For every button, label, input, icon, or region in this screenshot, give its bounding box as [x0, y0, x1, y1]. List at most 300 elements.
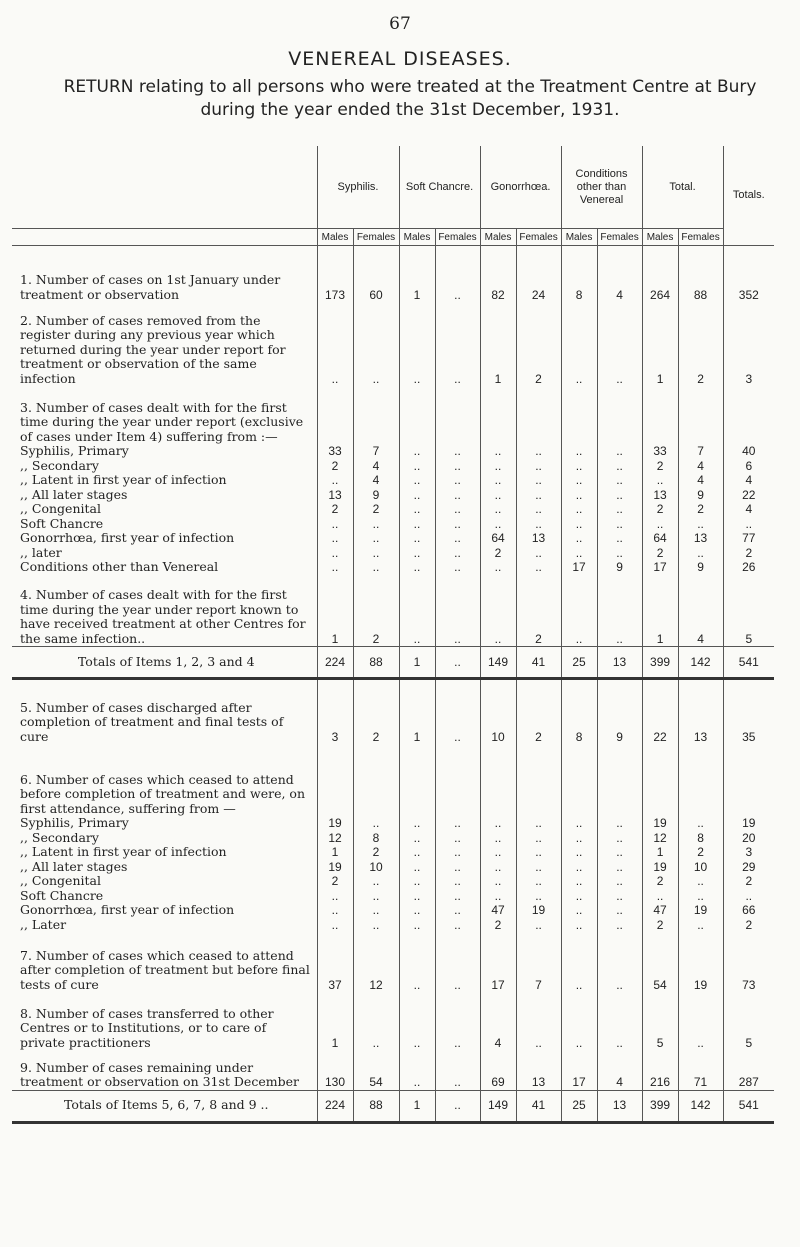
table-row — [12, 889, 774, 904]
table-cell: 8 — [678, 831, 723, 846]
table-cell — [723, 744, 774, 816]
row-label: Soft Chancre — [20, 887, 104, 903]
table-cell: 7 — [516, 932, 561, 992]
row-label: ,, All later stages — [20, 486, 128, 502]
table-cell: 2 — [353, 575, 399, 647]
table-cell: .. — [597, 831, 642, 846]
table-cell: .. — [561, 889, 597, 904]
table-cell: 26 — [723, 560, 774, 575]
table-cell: 19 — [678, 932, 723, 992]
row-label: Soft Chancre — [20, 515, 104, 531]
table-cell — [435, 744, 480, 816]
table-cell: .. — [435, 302, 480, 386]
table-cell: .. — [435, 531, 480, 546]
table-cell: .. — [480, 845, 516, 860]
row-label: Conditions other than Venereal — [20, 559, 219, 574]
table-row — [12, 488, 774, 503]
table-cell: .. — [480, 444, 516, 459]
table-cell: .. — [642, 517, 678, 532]
table-row — [12, 1050, 774, 1090]
table-cell: .. — [516, 992, 561, 1050]
table-cell: .. — [516, 860, 561, 875]
table-cell: .. — [516, 488, 561, 503]
totals-cell: 1 — [399, 1090, 435, 1122]
table-cell: 19 — [317, 860, 353, 875]
table-cell: 130 — [317, 1050, 353, 1090]
header-blank — [12, 229, 317, 246]
table-cell: .. — [678, 874, 723, 889]
table-cell: .. — [561, 546, 597, 561]
table-cell: .. — [597, 473, 642, 488]
table-cell: 17 — [642, 560, 678, 575]
table-cell: .. — [597, 488, 642, 503]
table-cell: .. — [516, 845, 561, 860]
table-cell: 13 — [516, 1050, 561, 1090]
returns-table — [12, 146, 774, 1124]
totals-cell: 149 — [480, 1090, 516, 1122]
row-label: ,, Secondary — [20, 829, 99, 845]
table-cell: .. — [317, 473, 353, 488]
spacer-row — [12, 246, 774, 267]
table-cell: 3 — [723, 302, 774, 386]
table-cell: 19 — [642, 816, 678, 831]
header-sex-row — [12, 229, 774, 246]
table-cell: .. — [399, 918, 435, 933]
table-cell: 1 — [642, 845, 678, 860]
table-cell: .. — [353, 874, 399, 889]
table-cell: 82 — [480, 266, 516, 302]
table-cell: 13 — [317, 488, 353, 503]
row-label: Gonorrhœa, first year of infection — [20, 902, 235, 917]
table-cell: 4 — [678, 459, 723, 474]
header-totals: Totals. — [723, 146, 774, 246]
table-row — [12, 845, 774, 860]
table-cell: .. — [399, 488, 435, 503]
table-cell — [317, 744, 353, 816]
spacer-cell — [435, 679, 480, 701]
table-cell: .. — [399, 459, 435, 474]
table-cell: 10 — [353, 860, 399, 875]
row-label: ,, Later — [20, 916, 67, 932]
table-cell: 10 — [678, 860, 723, 875]
table-cell: .. — [399, 860, 435, 875]
table-cell: 8 — [561, 266, 597, 302]
table-cell: 1 — [317, 575, 353, 647]
table-cell: 12 — [642, 831, 678, 846]
totals-row — [12, 1090, 774, 1122]
section-2 — [12, 679, 774, 1091]
table-cell — [353, 744, 399, 816]
table-cell: 2 — [353, 700, 399, 744]
table-cell: .. — [480, 831, 516, 846]
table-row — [12, 918, 774, 933]
table-cell: .. — [317, 918, 353, 933]
totals-2 — [12, 1090, 774, 1122]
table-cell — [516, 744, 561, 816]
table-cell: .. — [435, 546, 480, 561]
table-cell: .. — [353, 992, 399, 1050]
table-cell: 7 — [353, 444, 399, 459]
spacer-cell — [317, 679, 353, 701]
header-soft-chancre: Soft Chancre. — [399, 146, 480, 229]
table-cell: .. — [353, 889, 399, 904]
table-cell: 73 — [723, 932, 774, 992]
spacer-cell — [516, 246, 561, 267]
table-cell: .. — [480, 575, 516, 647]
table-cell — [399, 386, 435, 444]
table-cell: .. — [516, 517, 561, 532]
table-cell: .. — [597, 889, 642, 904]
table-cell: .. — [399, 903, 435, 918]
spacer-cell — [317, 246, 353, 267]
section-1 — [12, 246, 774, 647]
table-cell: 2 — [317, 502, 353, 517]
table-row — [12, 517, 774, 532]
table-cell: .. — [399, 302, 435, 386]
table-cell: .. — [435, 266, 480, 302]
table-cell: 71 — [678, 1050, 723, 1090]
table-cell: .. — [399, 546, 435, 561]
spacer-cell — [723, 246, 774, 267]
table-cell: .. — [480, 560, 516, 575]
totals-cell: 13 — [597, 1090, 642, 1122]
totals-cell: 1 — [399, 647, 435, 679]
table-cell — [435, 386, 480, 444]
table-cell: .. — [678, 517, 723, 532]
table-cell: .. — [435, 459, 480, 474]
totals-label: Totals of Items 5, 6, 7, 8 and 9 .. — [12, 1090, 317, 1122]
spacer-cell — [353, 246, 399, 267]
totals-cell: 142 — [678, 1090, 723, 1122]
header-other-conditions: Conditions other than Venereal — [561, 146, 642, 229]
row-label: 9. Number of cases remaining under treatment or observation on 31st December — [20, 1059, 299, 1089]
table-cell: .. — [353, 918, 399, 933]
row-label: 8. Number of cases transferred to other Centres or to Institutions, or to care of private practitioners — [20, 1005, 274, 1050]
table-cell: 2 — [480, 918, 516, 933]
table-cell: 47 — [642, 903, 678, 918]
table-cell: .. — [399, 1050, 435, 1090]
table-cell: 13 — [678, 531, 723, 546]
table-cell: .. — [561, 531, 597, 546]
row-label: ,, Latent in first year of infection — [20, 844, 227, 859]
totals-cell: 142 — [678, 647, 723, 679]
spacer-cell — [597, 679, 642, 701]
table-cell: 20 — [723, 831, 774, 846]
table-cell: .. — [597, 874, 642, 889]
table-cell: 4 — [597, 266, 642, 302]
table-cell: .. — [317, 531, 353, 546]
table-row — [12, 560, 774, 575]
table-cell: .. — [561, 444, 597, 459]
table-cell: .. — [597, 546, 642, 561]
table-cell: 2 — [723, 918, 774, 933]
table-cell: 13 — [642, 488, 678, 503]
table-cell: 1 — [399, 266, 435, 302]
table-cell: .. — [353, 560, 399, 575]
table-cell: .. — [516, 874, 561, 889]
table-cell: 19 — [678, 903, 723, 918]
table-cell: 4 — [678, 575, 723, 647]
table-row — [12, 744, 774, 816]
table-cell: .. — [399, 874, 435, 889]
table-cell: 4 — [597, 1050, 642, 1090]
header-syphilis: Syphilis. — [317, 146, 399, 229]
totals-cell: 88 — [353, 647, 399, 679]
spacer-cell — [12, 679, 317, 701]
table-cell: 352 — [723, 266, 774, 302]
table-cell — [678, 744, 723, 816]
table-cell: .. — [678, 546, 723, 561]
spacer-row — [12, 679, 774, 701]
totals-cell: 25 — [561, 1090, 597, 1122]
table-cell: 29 — [723, 860, 774, 875]
table-cell: 2 — [723, 874, 774, 889]
spacer-cell — [353, 679, 399, 701]
table-row — [12, 816, 774, 831]
table-cell: 22 — [723, 488, 774, 503]
table-cell: .. — [561, 816, 597, 831]
table-cell: .. — [353, 903, 399, 918]
table-cell: .. — [516, 560, 561, 575]
totals-cell: 25 — [561, 647, 597, 679]
table-cell: 2 — [516, 700, 561, 744]
table-cell: .. — [435, 860, 480, 875]
row-label: 2. Number of cases removed from the register during any previous year which returned during the year under report for treatment or observation of the same infection — [20, 312, 286, 386]
row-label: ,, Secondary — [20, 457, 99, 473]
table-cell: .. — [353, 816, 399, 831]
table-cell: .. — [480, 517, 516, 532]
table-cell: 17 — [561, 560, 597, 575]
table-row — [12, 473, 774, 488]
table-cell: 35 — [723, 700, 774, 744]
table-cell: .. — [597, 302, 642, 386]
table-cell: .. — [399, 473, 435, 488]
table-cell: .. — [317, 560, 353, 575]
table-row — [12, 860, 774, 875]
table-row — [12, 992, 774, 1050]
row-label: 6. Number of cases which ceased to attend before completion of treatment and were, on first attendance, suffering from — — [20, 771, 306, 816]
table-cell — [353, 386, 399, 444]
table-cell: .. — [399, 444, 435, 459]
spacer-cell — [642, 246, 678, 267]
totals-cell: .. — [435, 1090, 480, 1122]
table-cell — [723, 386, 774, 444]
table-cell: .. — [353, 302, 399, 386]
table-cell: .. — [435, 444, 480, 459]
table-cell: 13 — [516, 531, 561, 546]
table-cell: .. — [561, 860, 597, 875]
table-cell: .. — [678, 992, 723, 1050]
table-row — [12, 546, 774, 561]
table-cell: 2 — [353, 502, 399, 517]
header-males: Males — [642, 229, 678, 246]
row-label: Gonorrhœa, first year of infection — [20, 530, 235, 545]
table-cell: .. — [435, 560, 480, 575]
table-cell — [480, 744, 516, 816]
table-cell: .. — [516, 473, 561, 488]
table-cell — [561, 744, 597, 816]
table-cell: .. — [597, 816, 642, 831]
table-cell: .. — [561, 575, 597, 647]
table-cell: .. — [597, 992, 642, 1050]
table-cell: 216 — [642, 1050, 678, 1090]
spacer-cell — [597, 246, 642, 267]
table-cell: .. — [435, 918, 480, 933]
table-cell: 9 — [353, 488, 399, 503]
table-cell: 6 — [723, 459, 774, 474]
table-cell: 64 — [642, 531, 678, 546]
spacer-cell — [642, 679, 678, 701]
table-cell: .. — [516, 918, 561, 933]
spacer-cell — [723, 679, 774, 701]
table-cell: .. — [435, 700, 480, 744]
table-cell: .. — [435, 992, 480, 1050]
table-cell: .. — [317, 546, 353, 561]
table-cell: 2 — [317, 459, 353, 474]
table-row — [12, 459, 774, 474]
table-cell: .. — [561, 932, 597, 992]
table-cell: 77 — [723, 531, 774, 546]
table-cell — [642, 744, 678, 816]
table-cell: .. — [480, 874, 516, 889]
page-subtitle: RETURN relating to all persons who were treated at the Treatment Centre at Bury during the year ended the 31st December, 1931. — [63, 77, 757, 120]
table-cell: 4 — [480, 992, 516, 1050]
table-cell: .. — [435, 502, 480, 517]
spacer-cell — [480, 246, 516, 267]
table-cell: 5 — [723, 575, 774, 647]
table-cell: .. — [399, 816, 435, 831]
spacer-cell — [561, 246, 597, 267]
table-cell: .. — [516, 831, 561, 846]
totals-cell: 149 — [480, 647, 516, 679]
table-cell: 19 — [516, 903, 561, 918]
table-cell: .. — [435, 473, 480, 488]
table-cell: .. — [399, 575, 435, 647]
table-cell: .. — [597, 459, 642, 474]
row-label: ,, Latent in first year of infection — [20, 472, 227, 487]
table-cell — [678, 386, 723, 444]
table-cell: 40 — [723, 444, 774, 459]
table-cell: .. — [399, 889, 435, 904]
table-cell: .. — [399, 845, 435, 860]
table-cell: .. — [561, 459, 597, 474]
table-cell: .. — [480, 502, 516, 517]
table-cell: .. — [317, 889, 353, 904]
row-label: ,, later — [20, 544, 62, 560]
table-cell: .. — [353, 517, 399, 532]
table-cell: .. — [435, 1050, 480, 1090]
table-cell: .. — [561, 874, 597, 889]
table-cell: 33 — [317, 444, 353, 459]
table-row — [12, 700, 774, 744]
table-cell: .. — [597, 517, 642, 532]
table-cell — [597, 744, 642, 816]
table-cell: .. — [597, 918, 642, 933]
table-cell: .. — [480, 488, 516, 503]
table-cell: 2 — [642, 918, 678, 933]
table-cell: .. — [435, 517, 480, 532]
table-cell — [516, 386, 561, 444]
table-cell: .. — [561, 502, 597, 517]
table-cell: 9 — [678, 488, 723, 503]
row-label: 1. Number of cases on 1st January under treatment or observation — [20, 272, 281, 302]
table-cell: 4 — [723, 502, 774, 517]
table-cell: .. — [561, 831, 597, 846]
table-cell: 287 — [723, 1050, 774, 1090]
table-cell: .. — [597, 903, 642, 918]
table-cell: 19 — [317, 816, 353, 831]
table-cell: .. — [597, 860, 642, 875]
table-cell — [317, 386, 353, 444]
table-cell: 1 — [642, 575, 678, 647]
totals-cell: 88 — [353, 1090, 399, 1122]
table-cell: .. — [597, 575, 642, 647]
table-cell: .. — [642, 473, 678, 488]
table-cell: .. — [678, 816, 723, 831]
table-cell: .. — [678, 889, 723, 904]
table-cell: 9 — [597, 560, 642, 575]
header-females: Females — [435, 229, 480, 246]
table-cell: 2 — [353, 845, 399, 860]
table-cell: 2 — [642, 546, 678, 561]
row-label: 3. Number of cases dealt with for the first time during the year under report (exclusive of cases under Item 4) suffering from :— — [20, 399, 304, 444]
table-cell: 66 — [723, 903, 774, 918]
totals-row — [12, 647, 774, 679]
table-cell — [561, 386, 597, 444]
table-cell: .. — [561, 517, 597, 532]
table-cell: .. — [480, 860, 516, 875]
table-cell: .. — [435, 889, 480, 904]
table-row — [12, 302, 774, 386]
table-cell: 2 — [678, 302, 723, 386]
spacer-cell — [480, 679, 516, 701]
table-cell: .. — [516, 502, 561, 517]
table-cell: 10 — [480, 700, 516, 744]
table-cell: .. — [678, 918, 723, 933]
table-cell: .. — [435, 488, 480, 503]
table-cell: 69 — [480, 1050, 516, 1090]
table-cell: .. — [597, 845, 642, 860]
table-cell: 2 — [516, 302, 561, 386]
table-cell: 2 — [678, 502, 723, 517]
table-cell: .. — [435, 831, 480, 846]
table-row — [12, 831, 774, 846]
table-cell: .. — [597, 531, 642, 546]
header-males: Males — [561, 229, 597, 246]
table-cell — [597, 386, 642, 444]
spacer-cell — [561, 679, 597, 701]
table-cell: .. — [723, 517, 774, 532]
table-row — [12, 903, 774, 918]
header-group-row — [12, 146, 774, 229]
table-cell: .. — [480, 473, 516, 488]
header-females: Females — [678, 229, 723, 246]
table-cell: .. — [561, 903, 597, 918]
table-cell: 17 — [561, 1050, 597, 1090]
table-cell: .. — [597, 444, 642, 459]
table-cell: .. — [516, 459, 561, 474]
table-cell: 2 — [480, 546, 516, 561]
table-cell: .. — [561, 845, 597, 860]
header-males: Males — [480, 229, 516, 246]
table-cell: 64 — [480, 531, 516, 546]
totals-cell: 41 — [516, 1090, 561, 1122]
table-cell: .. — [480, 816, 516, 831]
page-number: 67 — [389, 14, 411, 34]
table-cell: 54 — [642, 932, 678, 992]
table-cell: 2 — [642, 459, 678, 474]
table-cell: .. — [317, 517, 353, 532]
